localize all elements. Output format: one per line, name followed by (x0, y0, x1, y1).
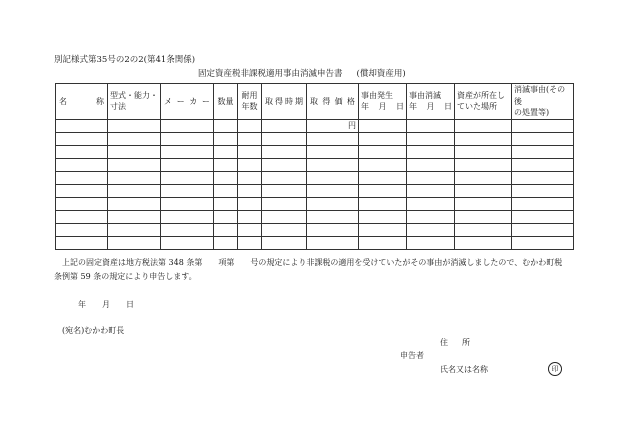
header-location-line2: ていた場所 (457, 102, 497, 112)
table-cell[interactable] (512, 171, 574, 184)
table-cell[interactable] (455, 236, 512, 249)
table-cell[interactable] (262, 171, 307, 184)
header-model-line1: 型式・能力・ (110, 90, 158, 100)
title-note: (償却資産用) (356, 69, 406, 79)
table-row (56, 210, 574, 223)
header-model-line2: 寸法 (110, 102, 126, 112)
lapse-month-label: 月 (426, 102, 435, 112)
header-model (108, 84, 161, 120)
table-cell[interactable] (359, 210, 407, 223)
table-cell[interactable] (512, 223, 574, 236)
table-cell[interactable] (238, 158, 262, 171)
table-cell[interactable] (108, 223, 161, 236)
declaration-statement (54, 256, 582, 283)
table-row (56, 145, 574, 158)
table-cell[interactable] (455, 223, 512, 236)
table-cell[interactable] (238, 171, 262, 184)
table-cell[interactable] (455, 171, 512, 184)
table-cell[interactable] (359, 223, 407, 236)
table-cell[interactable] (161, 223, 214, 236)
statement-line1: 上記の固定資産は地方税法第 348 条第 項第 号の規定により非課税の適用を受けていたがその事由が消滅しましたので、むかわ町税 (62, 258, 563, 267)
table-cell[interactable] (108, 158, 161, 171)
table-cell[interactable] (262, 145, 307, 158)
table-cell[interactable] (214, 145, 238, 158)
table-cell[interactable] (161, 171, 214, 184)
form-number-label: 別記様式第35号の2の2(第41条関係) (54, 55, 196, 65)
table-cell[interactable] (307, 158, 359, 171)
cause-month-label: 月 (378, 102, 387, 112)
table-cell[interactable] (512, 119, 574, 132)
table-header-row (56, 84, 574, 120)
table-cell[interactable] (359, 197, 407, 210)
header-life-line1: 耐用 (241, 90, 258, 100)
table-cell[interactable] (262, 132, 307, 145)
table-cell[interactable] (307, 197, 359, 210)
table-cell[interactable] (56, 132, 108, 145)
table-cell[interactable] (455, 119, 512, 132)
table-cell[interactable] (214, 197, 238, 210)
table-cell[interactable] (307, 210, 359, 223)
table-cell[interactable] (512, 197, 574, 210)
table-cell[interactable] (359, 119, 407, 132)
table-cell[interactable] (307, 145, 359, 158)
table-cell[interactable] (307, 132, 359, 145)
table-cell[interactable] (214, 119, 238, 132)
table-cell[interactable] (407, 184, 455, 197)
table-cell[interactable] (161, 197, 214, 210)
table-cell[interactable] (161, 184, 214, 197)
table-cell[interactable] (56, 210, 108, 223)
table-cell[interactable] (238, 210, 262, 223)
table-cell[interactable] (359, 171, 407, 184)
table-row (56, 171, 574, 184)
table-cell[interactable] (407, 223, 455, 236)
header-life-line2: 年数 (241, 102, 258, 112)
table-cell[interactable] (359, 184, 407, 197)
table-cell[interactable] (455, 158, 512, 171)
table-cell[interactable] (108, 236, 161, 249)
table-cell[interactable] (214, 236, 238, 249)
header-acquisition-date: 取得時期 (262, 84, 307, 120)
document-title (198, 70, 406, 80)
table-cell[interactable] (108, 171, 161, 184)
table-cell[interactable] (307, 184, 359, 197)
table-cell[interactable] (214, 223, 238, 236)
header-cause-date (359, 84, 407, 120)
address-label: 住所 (440, 338, 484, 347)
header-reason-line2: の処置等) (514, 108, 550, 118)
table-row (56, 132, 574, 145)
header-useful-life (238, 84, 262, 120)
table-cell[interactable] (161, 145, 214, 158)
table-cell[interactable] (407, 158, 455, 171)
table-cell[interactable] (455, 184, 512, 197)
table-cell[interactable] (161, 132, 214, 145)
name-label: 氏名又は名称 (440, 365, 488, 374)
table-cell[interactable] (56, 158, 108, 171)
table-cell[interactable] (359, 132, 407, 145)
table-cell[interactable] (512, 145, 574, 158)
table-cell[interactable] (359, 145, 407, 158)
table-cell[interactable] (359, 236, 407, 249)
table-cell[interactable] (512, 236, 574, 249)
table-cell[interactable] (214, 132, 238, 145)
table-cell[interactable] (262, 184, 307, 197)
table-row (56, 223, 574, 236)
table-row (56, 197, 574, 210)
table-cell[interactable] (512, 184, 574, 197)
header-acquisition-price: 取得価格 (307, 84, 359, 120)
table-cell[interactable] (407, 171, 455, 184)
seal-mark: 印 (548, 362, 562, 376)
lapse-year-label: 年 (409, 102, 417, 112)
table-cell[interactable] (108, 197, 161, 210)
table-cell[interactable] (238, 236, 262, 249)
table-cell[interactable] (407, 132, 455, 145)
table-cell[interactable] (214, 210, 238, 223)
table-cell[interactable] (512, 158, 574, 171)
table-cell[interactable] (214, 171, 238, 184)
table-cell[interactable] (238, 119, 262, 132)
table-cell[interactable] (238, 145, 262, 158)
table-row (56, 158, 574, 171)
table-cell[interactable] (512, 210, 574, 223)
table-cell[interactable] (307, 171, 359, 184)
table-cell[interactable] (108, 119, 161, 132)
header-quantity: 数量 (214, 84, 238, 120)
table-row (56, 119, 574, 132)
table-cell[interactable] (407, 145, 455, 158)
table-cell[interactable] (56, 236, 108, 249)
header-lapse-date-line1: 事由消滅 (409, 90, 441, 100)
header-location-line1: 資産が所在し (457, 90, 505, 100)
cause-day-label: 日 (396, 102, 404, 112)
table-cell[interactable] (238, 223, 262, 236)
table-cell[interactable] (238, 132, 262, 145)
table-cell[interactable] (407, 210, 455, 223)
table-cell[interactable] (161, 158, 214, 171)
table-row (56, 184, 574, 197)
applicant-label: 申告者 (400, 351, 424, 360)
table-cell[interactable] (455, 197, 512, 210)
cause-year-label: 年 (361, 102, 369, 112)
table-cell[interactable] (455, 210, 512, 223)
table-cell[interactable] (108, 184, 161, 197)
table-cell[interactable] (455, 132, 512, 145)
table-cell[interactable] (307, 236, 359, 249)
header-location (455, 84, 512, 120)
header-name: 名 称 (56, 84, 108, 120)
table-cell[interactable] (262, 210, 307, 223)
table-cell[interactable] (455, 145, 512, 158)
table-cell[interactable] (214, 158, 238, 171)
table-cell[interactable] (56, 145, 108, 158)
table-row (56, 236, 574, 249)
table-cell[interactable] (56, 119, 108, 132)
table-cell[interactable] (262, 158, 307, 171)
table-cell[interactable] (512, 132, 574, 145)
header-reason-line1: 消滅事由(その後 (514, 85, 566, 106)
header-lapse-date (407, 84, 455, 120)
table-cell[interactable] (307, 223, 359, 236)
table-cell[interactable] (161, 236, 214, 249)
table-cell[interactable] (56, 171, 108, 184)
addressee: (宛名)むかわ町長 (62, 326, 125, 335)
table-cell[interactable] (238, 184, 262, 197)
title-text: 固定資産税非課税適用事由消滅申告書 (198, 69, 343, 79)
table-cell[interactable] (56, 197, 108, 210)
header-maker: メーカー (161, 84, 214, 120)
table-cell[interactable] (214, 184, 238, 197)
table-cell[interactable] (359, 158, 407, 171)
asset-table (55, 83, 574, 250)
table-cell[interactable] (407, 197, 455, 210)
table-cell[interactable] (161, 210, 214, 223)
table-cell[interactable] (108, 132, 161, 145)
table-cell[interactable] (108, 145, 161, 158)
header-cause-date-line1: 事由発生 (361, 90, 393, 100)
date-field[interactable]: 年 月 日 (78, 300, 134, 309)
table-body (56, 119, 574, 249)
table-cell[interactable] (262, 236, 307, 249)
table-cell[interactable] (262, 119, 307, 132)
table-cell[interactable] (108, 210, 161, 223)
table-cell[interactable] (238, 197, 262, 210)
price-yen-unit[interactable]: 円 (307, 119, 359, 132)
header-reason (512, 84, 574, 120)
statement-line2: 条例第 59 条の規定により申告します。 (54, 271, 197, 281)
table-cell[interactable] (262, 223, 307, 236)
table-cell[interactable] (262, 197, 307, 210)
table-cell[interactable] (56, 184, 108, 197)
table-cell[interactable] (407, 236, 455, 249)
lapse-day-label: 日 (444, 102, 452, 112)
table-cell[interactable] (56, 223, 108, 236)
table-cell[interactable] (161, 119, 214, 132)
table-cell[interactable] (407, 119, 455, 132)
